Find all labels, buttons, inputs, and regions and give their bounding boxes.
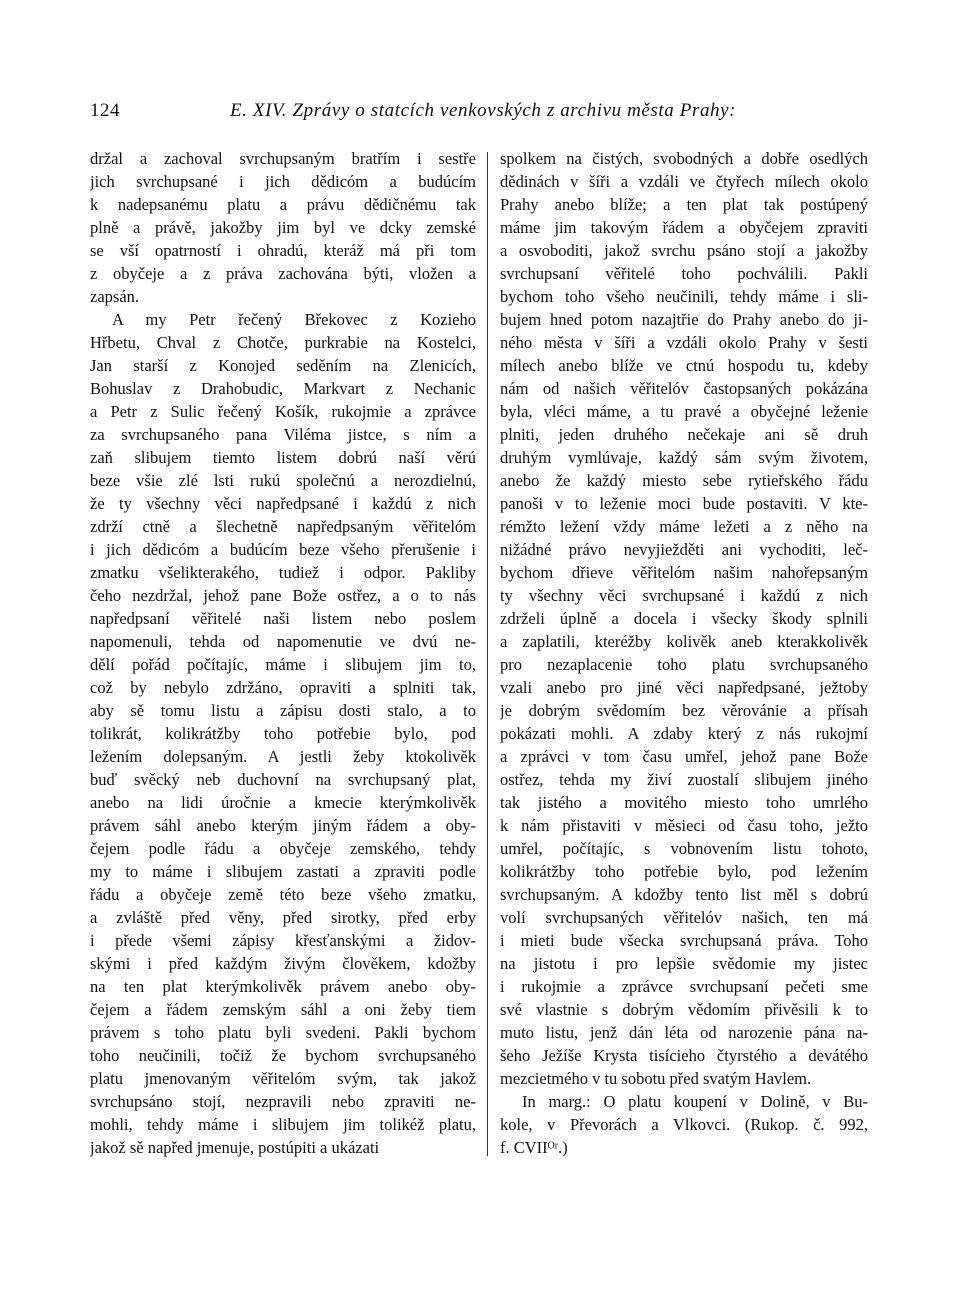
text-line: k nám přistaviti v měsieci od času toho, ježto	[500, 816, 868, 835]
text-line: zapsán.	[90, 287, 140, 306]
text-line: což by nebylo zdržáno, opraviti a splniti tak,	[90, 678, 476, 697]
text-line: bujem hned potom nazajtřie do Prahy anebo do ji-	[500, 310, 868, 329]
text-line: druhým vymlúvaje, každý sám svým životem,	[500, 448, 868, 467]
text-line: byla, vléci máme, a tu pravé a obyčejné leženie	[500, 402, 868, 421]
text-line: muto listu, jenž dán léta od narozenie pána na-	[500, 1023, 868, 1042]
text-line: skými i před každým živým člověkem, kdožby	[90, 954, 476, 973]
text-line: zaň slibujem tiemto listem dobrú naší věrú	[90, 448, 476, 467]
text-line: řádu a obyčeje země této beze všeho zmatku,	[90, 885, 476, 904]
text-line: mezcietmého v tu sobotu před svatým Havlem.	[500, 1069, 812, 1088]
text-line: jakož sě napřed jmenuje, postúpiti a ukázati	[90, 1138, 380, 1157]
text-line: napomenuli, tehda od napomenutie ve dvú ne-	[90, 632, 476, 651]
text-line: pro nezaplacenie toho platu svrchupsaného	[500, 655, 868, 674]
text-line: i mieti bude všecka svrchupsaná práva. Toho	[500, 931, 868, 950]
text-line: i rukojmie a zprávce svrchupsaní pečeti sme	[500, 977, 868, 996]
text-line: kole, v Převorách a Vlkovci. (Rukop. č. 992,	[500, 1115, 868, 1134]
text-line: a zprávci v tom času umřel, jehož pane Bože	[500, 747, 868, 766]
text-line: čeho nezdržal, jehož pane Bože ostřez, a o to nás	[90, 586, 476, 605]
text-line: na ten plat kterýmkolivěk právem anebo oby-	[90, 977, 476, 996]
text-line: jich svrchupsané i jich dědicóm a budúcím	[90, 172, 476, 191]
text-line: napředpsaní věřitelé naši listem nebo poslem	[90, 609, 476, 628]
text-line: my to máme i slibujem zastati a zpraviti podle	[90, 862, 476, 881]
text-line: Jan starší z Konojed seděním na Zlenicích,	[90, 356, 476, 375]
text-line: a zvláště před věny, před sirotky, před erby	[90, 908, 476, 927]
text-line: aby sě tomu listu a zápisu dosti stalo, a to	[90, 701, 476, 720]
text-line: toho neučinili, točiž že bychom svrchupsaného	[90, 1046, 476, 1065]
text-line: anebo že každý miesto sebe rytieřského řádu	[500, 471, 868, 490]
text-line: čejem a řádem zemským sáhl a oni žeby tiem	[90, 1000, 476, 1019]
text-line: platu jmenovaným věřitelóm svým, tak jakož	[90, 1069, 476, 1088]
text-line: dědinách v šíři a vzdáli ve čtyřech mílech okolo	[500, 172, 868, 191]
text-line: plně a právě, jakožby jim byl ve dcky zemské	[90, 218, 476, 237]
text-line: Bohuslav z Drahobudic, Markvart z Nechanic	[90, 379, 476, 398]
text-line: a Petr z Sulic řečený Košík, rukojmie a zprávce	[90, 402, 476, 421]
text-line: mohli, tehdy máme i slibujem jim tolikéž platu,	[90, 1115, 476, 1134]
text-line: ležením dolepsaným. A jestli žeby ktokolivěk	[90, 747, 476, 766]
text-line: tolikrát, kolikrátžby toho potřebie bylo, pod	[90, 724, 476, 743]
text-line: dělí pořád počítajíc, máme i slibujem jim to,	[90, 655, 476, 674]
text-line: zdrží ctně a šlechetně napředpsaným věřitelóm	[90, 517, 476, 536]
text-line: z obyčeje a z práva zachována býti, vložen a	[90, 264, 476, 283]
left-text-column	[90, 147, 476, 1159]
text-line: tak jistého a movitého miesto toho umrlého	[500, 793, 868, 812]
text-line: f. CVIIᴼʳ.)	[500, 1138, 568, 1157]
text-line: nám od našich věřitelóv častopsaných pokázána	[500, 379, 868, 398]
text-line: panoši v to leženie moci bude postaviti. V kte-	[500, 494, 868, 513]
text-line: zmatku všelikterakého, tudiež i odpor. Pakliby	[90, 563, 476, 582]
text-line: ty všechny věci svrchupsané i každú z nich	[500, 586, 868, 605]
text-line: rémžto ležení vždy máme ležeti a z něho na	[500, 517, 868, 536]
text-line: anebo na lidi úročnie a kmecie kterýmkolivěk	[90, 793, 476, 812]
text-line: je dobrým svědomím bez věrovánie a přísah	[500, 701, 868, 720]
text-line: plniti, jeden druhého nečekaje ani sě druh	[500, 425, 868, 444]
text-line: In marg.: O platu koupení v Dolině, v Bu-	[522, 1092, 868, 1111]
text-line: ostřez, tehda my živí zuostalí slibujem jiného	[500, 770, 868, 789]
text-line: se vší opatrností i ohradú, kteráž má při tom	[90, 241, 476, 260]
text-line: zdrželi úplně a docela i všecky škody splnili	[500, 609, 868, 628]
text-line: Prahy anebo blíže; a ten plat tak postúpený	[500, 195, 868, 214]
page-number: 124	[90, 100, 120, 121]
text-line: vzali anebo pro jiné věci napředpsané, ježtoby	[500, 678, 868, 697]
text-line: umřel, počítajíc, s vobnovením listu tohoto,	[500, 839, 868, 858]
text-line: držal a zachoval svrchupsaným bratřím i sestře	[90, 149, 476, 168]
text-line: pokázati mohli. A zdaby který z nás rukojmí	[500, 724, 868, 743]
text-line: beze všie zlé lsti rukú společnú a nerozdielnú,	[90, 471, 476, 490]
text-line: právem s toho platu byli svedeni. Pakli bychom	[90, 1023, 476, 1042]
text-line: k nadepsanému platu a právu dědičnému tak	[90, 195, 476, 214]
text-line: buď svěcký neb duchovní na svrchupsaný plat,	[90, 770, 476, 789]
text-line: na jistotu i pro lepšie svědomie my jistec	[500, 954, 868, 973]
text-line: a zaplatili, kteréžby kolivěk aneb kterakkolivěk	[500, 632, 868, 651]
text-line: bychom dřieve věřitelóm našim nahořepsaným	[500, 563, 868, 582]
text-line: nižádné právo nevyjiežděti ani vychoditi, leč-	[500, 540, 868, 559]
text-line: svrchupsáno stojí, nezpravili nebo zpraviti ne-	[90, 1092, 476, 1111]
text-line: A my Petr řečený Břekovec z Kozieho	[112, 310, 476, 329]
running-title: E. XIV. Zprávy o statcích venkovských z archivu města Prahy:	[230, 100, 737, 121]
running-header	[90, 100, 870, 130]
right-text-column	[500, 147, 868, 1159]
text-line: Hřbetu, Chval z Chotče, purkrabie na Kostelci,	[90, 333, 476, 352]
text-line: volí svrchupsaných věřitelóv našich, ten má	[500, 908, 868, 927]
text-line: své vlastnie s dobrým vědomím přivěsili k to	[500, 1000, 868, 1019]
text-line: šeho Ježíše Krysta tisícieho čtyrstého a devátého	[500, 1046, 868, 1065]
text-line: spolkem na čistých, svobodných a dobře osedlých	[500, 149, 868, 168]
text-line: svrchupsaní věřitelé toho pochválili. Pakli	[500, 264, 868, 283]
text-line: a osvoboditi, jakož svrchu psáno stojí a jakožby	[500, 241, 868, 260]
text-line: máme jim takovým řádem a obyčejem zpraviti	[500, 218, 868, 237]
text-line: kolikrátžby toho potřebie bylo, pod ležením	[500, 862, 868, 881]
text-line: za svrchupsaného pana Viléma jistce, s ním a	[90, 425, 476, 444]
column-divider	[487, 152, 488, 1156]
text-line: mílech anebo blíže ve ctnú hospodu tu, kdeby	[500, 356, 868, 375]
text-line: čejem podle řádu a obyčeje zemského, tehdy	[90, 839, 476, 858]
text-line: i přede všemi zápisy křesťanskými a židov-	[90, 931, 476, 950]
text-line: i jich dědicóm a budúcím beze všeho přerušenie i	[90, 540, 476, 559]
text-line: svrchupsaným. A kdožby tento list měl s dobrú	[500, 885, 868, 904]
text-line: že ty všechny věci napředpsané i každú z nich	[90, 494, 476, 513]
text-line: právem sáhl anebo kterým jiným řádem a oby-	[90, 816, 476, 835]
text-line: ného města v šíři a vzdáli okolo Prahy v šesti	[500, 333, 868, 352]
text-line: bychom toho všeho neučinili, tehdy máme i sli-	[500, 287, 868, 306]
